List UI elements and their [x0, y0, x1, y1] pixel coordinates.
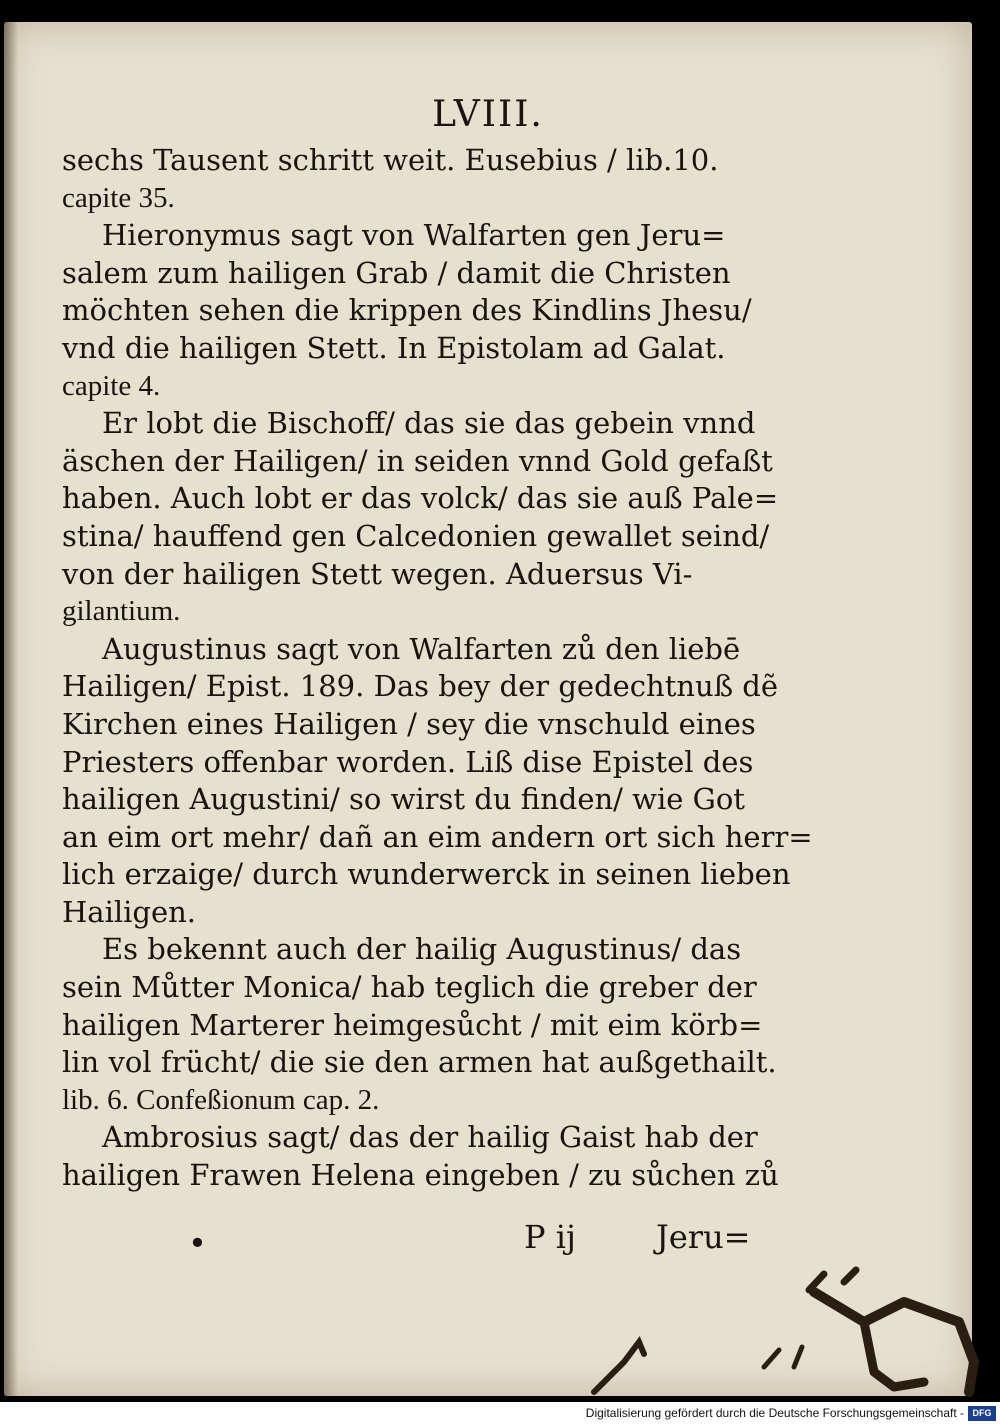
text-line: vnd die hailigen Stett. In Epistolam ad Galat. [62, 330, 726, 365]
body-text [62, 142, 813, 1195]
text-line: von der hailigen Stett wegen. Aduersus Vi- [62, 556, 693, 591]
text-line: Hailigen/ Epist. 189. Das bey der gedechtnuß dẽ [62, 669, 779, 704]
text-line: Es bekennt auch der hailig Augustinus/ das [102, 932, 742, 967]
text-line: sechs Tausent schritt weit. Eusebius / lib.10. [62, 143, 719, 177]
text-line: Hieronymus sagt von Walfarten gen Jeru= [102, 218, 726, 253]
text-line: Kirchen eines Hailigen / sey die vnschuld eines [62, 706, 756, 741]
ink-doodle [564, 1262, 1000, 1402]
text-line: an eim ort mehr/ dañ an eim andern ort sich herr= [62, 819, 813, 854]
margin-dot: • [188, 1224, 207, 1262]
text-line: Er lobt die Bischoff/ das sie das gebein vnnd [102, 406, 756, 441]
page-foot [4, 1218, 972, 1262]
text-line: salem zum hailigen Grab / damit die Christen [62, 255, 731, 290]
digitization-footer [0, 1402, 1000, 1425]
text-line: Hailigen. [62, 894, 197, 929]
dfg-logo: DFG [968, 1406, 996, 1421]
text-line: äschen der Hailigen/ in seiden vnnd Gold gefaßt [62, 443, 773, 478]
text-line: Ambrosius sagt/ das der hailig Gaist hab der [102, 1120, 758, 1155]
funding-note: Digitalisierung gefördert durch die Deutsche Forschungsgemeinschaft - [585, 1406, 964, 1420]
catchword: Jeru= [656, 1218, 751, 1256]
text-line: hailigen Frawen Helena eingeben / zu sůchen zů [62, 1158, 779, 1193]
book-page [4, 22, 972, 1396]
text-line: haben. Auch lobt er das volck/ das sie auß Pale= [62, 481, 779, 516]
text-line: lin vol frücht/ die sie den armen hat außgethailt. [62, 1045, 777, 1080]
text-line: Augustinus sagt von Walfarten zů den liebē [102, 631, 741, 666]
text-line: sein Můtter Monica/ hab teglich die greber der [62, 970, 757, 1005]
text-line: capite 4. [62, 369, 161, 402]
text-line: lich erzaige/ durch wunderwerck in seinen lieben [62, 857, 791, 892]
text-line: capite 35. [62, 181, 175, 214]
text-line: gilantium. [62, 595, 181, 628]
text-line: hailigen Marterer heimgesůcht / mit eim körb= [62, 1007, 763, 1042]
text-line: stina/ hauffend gen Calcedonien gewallet seind/ [62, 518, 770, 553]
signature-mark: P ij [524, 1218, 576, 1256]
text-line: möchten sehen die krippen des Kindlins Jhesu/ [62, 293, 752, 328]
folio-number: LVIII. [432, 94, 544, 135]
text-line: hailigen Augustini/ so wirst du finden/ wie Got [62, 782, 745, 817]
text-line: lib. 6. Confeßionum cap. 2. [62, 1083, 380, 1116]
text-line: Priesters offenbar worden. Liß dise Epistel des [62, 744, 754, 779]
